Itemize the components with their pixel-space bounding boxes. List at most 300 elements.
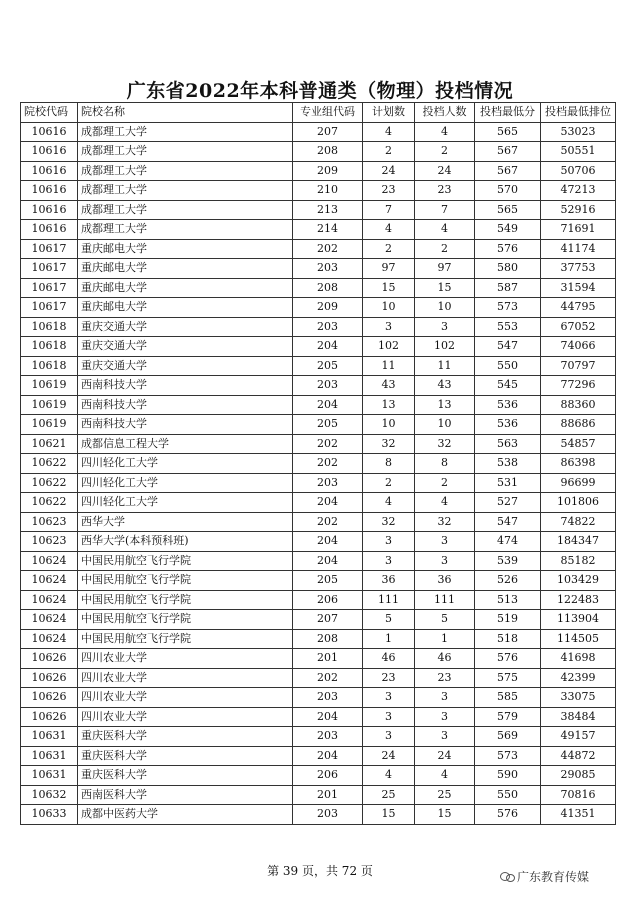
cell-plan-count: 43 xyxy=(363,376,415,396)
cell-school-code: 10616 xyxy=(21,142,78,162)
cell-group-code: 202 xyxy=(293,512,363,532)
cell-school-code: 10626 xyxy=(21,668,78,688)
cell-school-code: 10632 xyxy=(21,785,78,805)
cell-school-code: 10631 xyxy=(21,727,78,747)
cell-min-rank: 74822 xyxy=(541,512,616,532)
cell-school-name: 中国民用航空飞行学院 xyxy=(78,551,293,571)
cell-min-rank: 113904 xyxy=(541,610,616,630)
cell-plan-count: 3 xyxy=(363,317,415,337)
cell-min-rank: 77296 xyxy=(541,376,616,396)
cell-school-code: 10618 xyxy=(21,317,78,337)
cell-school-code: 10622 xyxy=(21,454,78,474)
table-header-row xyxy=(21,103,616,123)
table-row xyxy=(21,239,616,259)
table-row xyxy=(21,317,616,337)
header-min-score: 投档最低分 xyxy=(475,103,541,123)
cell-school-name: 重庆邮电大学 xyxy=(78,239,293,259)
cell-min-rank: 88686 xyxy=(541,415,616,435)
table-body xyxy=(21,122,616,824)
cell-group-code: 204 xyxy=(293,532,363,552)
cell-school-code: 10624 xyxy=(21,590,78,610)
cell-group-code: 207 xyxy=(293,122,363,142)
cell-school-name: 重庆交通大学 xyxy=(78,317,293,337)
cell-min-rank: 85182 xyxy=(541,551,616,571)
table-row xyxy=(21,493,616,513)
cell-school-code: 10618 xyxy=(21,337,78,357)
cell-min-rank: 50551 xyxy=(541,142,616,162)
cell-plan-count: 4 xyxy=(363,493,415,513)
cell-school-name: 成都理工大学 xyxy=(78,200,293,220)
cell-school-name: 中国民用航空飞行学院 xyxy=(78,610,293,630)
cell-admitted-count: 3 xyxy=(415,688,475,708)
cell-school-code: 10619 xyxy=(21,415,78,435)
cell-min-rank: 44872 xyxy=(541,746,616,766)
admission-table xyxy=(20,102,616,825)
cell-school-code: 10616 xyxy=(21,122,78,142)
cell-group-code: 210 xyxy=(293,181,363,201)
cell-school-name: 四川农业大学 xyxy=(78,649,293,669)
cell-plan-count: 97 xyxy=(363,259,415,279)
table-row xyxy=(21,376,616,396)
cell-admitted-count: 32 xyxy=(415,434,475,454)
cell-group-code: 203 xyxy=(293,317,363,337)
cell-school-name: 重庆交通大学 xyxy=(78,356,293,376)
cell-min-score: 576 xyxy=(475,649,541,669)
table-row xyxy=(21,356,616,376)
cell-group-code: 202 xyxy=(293,434,363,454)
cell-plan-count: 11 xyxy=(363,356,415,376)
cell-plan-count: 15 xyxy=(363,278,415,298)
cell-admitted-count: 2 xyxy=(415,239,475,259)
cell-group-code: 208 xyxy=(293,142,363,162)
cell-school-name: 重庆医科大学 xyxy=(78,727,293,747)
cell-admitted-count: 4 xyxy=(415,122,475,142)
cell-plan-count: 2 xyxy=(363,239,415,259)
cell-min-score: 576 xyxy=(475,239,541,259)
cell-min-rank: 114505 xyxy=(541,629,616,649)
cell-school-code: 10616 xyxy=(21,220,78,240)
cell-min-rank: 37753 xyxy=(541,259,616,279)
table-row xyxy=(21,161,616,181)
cell-school-name: 成都理工大学 xyxy=(78,181,293,201)
cell-min-score: 474 xyxy=(475,532,541,552)
cell-group-code: 209 xyxy=(293,161,363,181)
cell-group-code: 201 xyxy=(293,649,363,669)
cell-school-name: 中国民用航空飞行学院 xyxy=(78,590,293,610)
cell-admitted-count: 2 xyxy=(415,473,475,493)
cell-admitted-count: 4 xyxy=(415,493,475,513)
cell-min-rank: 44795 xyxy=(541,298,616,318)
cell-school-name: 西南科技大学 xyxy=(78,415,293,435)
cell-min-score: 550 xyxy=(475,356,541,376)
cell-admitted-count: 3 xyxy=(415,707,475,727)
cell-admitted-count: 3 xyxy=(415,727,475,747)
cell-school-name: 成都理工大学 xyxy=(78,220,293,240)
cell-school-name: 成都理工大学 xyxy=(78,161,293,181)
cell-min-rank: 41351 xyxy=(541,805,616,825)
cell-plan-count: 32 xyxy=(363,512,415,532)
cell-group-code: 202 xyxy=(293,668,363,688)
cell-min-score: 518 xyxy=(475,629,541,649)
cell-plan-count: 36 xyxy=(363,571,415,591)
table-row xyxy=(21,259,616,279)
cell-school-name: 西华大学 xyxy=(78,512,293,532)
table-row xyxy=(21,688,616,708)
cell-plan-count: 15 xyxy=(363,805,415,825)
table-row xyxy=(21,551,616,571)
cell-school-code: 10624 xyxy=(21,571,78,591)
cell-min-score: 536 xyxy=(475,415,541,435)
cell-admitted-count: 3 xyxy=(415,532,475,552)
cell-admitted-count: 111 xyxy=(415,590,475,610)
table-row xyxy=(21,278,616,298)
cell-plan-count: 23 xyxy=(363,668,415,688)
cell-plan-count: 8 xyxy=(363,454,415,474)
cell-min-rank: 70816 xyxy=(541,785,616,805)
cell-school-name: 四川轻化工大学 xyxy=(78,473,293,493)
cell-school-name: 重庆邮电大学 xyxy=(78,298,293,318)
cell-plan-count: 102 xyxy=(363,337,415,357)
cell-min-rank: 41174 xyxy=(541,239,616,259)
cell-plan-count: 46 xyxy=(363,649,415,669)
cell-school-name: 西南科技大学 xyxy=(78,376,293,396)
cell-admitted-count: 24 xyxy=(415,746,475,766)
cell-school-name: 成都信息工程大学 xyxy=(78,434,293,454)
cell-min-rank: 70797 xyxy=(541,356,616,376)
cell-admitted-count: 3 xyxy=(415,551,475,571)
table-row xyxy=(21,220,616,240)
cell-min-rank: 67052 xyxy=(541,317,616,337)
cell-school-name: 成都理工大学 xyxy=(78,122,293,142)
cell-min-score: 570 xyxy=(475,181,541,201)
cell-plan-count: 32 xyxy=(363,434,415,454)
cell-min-score: 565 xyxy=(475,200,541,220)
cell-school-name: 重庆邮电大学 xyxy=(78,278,293,298)
cell-min-score: 538 xyxy=(475,454,541,474)
cell-min-rank: 96699 xyxy=(541,473,616,493)
cell-min-rank: 52916 xyxy=(541,200,616,220)
cell-plan-count: 10 xyxy=(363,298,415,318)
cell-min-score: 513 xyxy=(475,590,541,610)
cell-group-code: 209 xyxy=(293,298,363,318)
cell-group-code: 204 xyxy=(293,707,363,727)
table-row xyxy=(21,142,616,162)
cell-min-rank: 103429 xyxy=(541,571,616,591)
cell-school-code: 10617 xyxy=(21,259,78,279)
brand-label: 广东教育传媒 xyxy=(517,870,590,884)
cell-plan-count: 4 xyxy=(363,122,415,142)
table-row xyxy=(21,415,616,435)
cell-admitted-count: 7 xyxy=(415,200,475,220)
cell-min-rank: 38484 xyxy=(541,707,616,727)
cell-group-code: 208 xyxy=(293,278,363,298)
header-min-rank: 投档最低排位 xyxy=(541,103,616,123)
cell-plan-count: 7 xyxy=(363,200,415,220)
table-row xyxy=(21,434,616,454)
cell-min-score: 587 xyxy=(475,278,541,298)
cell-min-rank: 71691 xyxy=(541,220,616,240)
cell-school-name: 四川农业大学 xyxy=(78,707,293,727)
cell-group-code: 202 xyxy=(293,454,363,474)
table-row xyxy=(21,629,616,649)
cell-admitted-count: 8 xyxy=(415,454,475,474)
cell-school-code: 10617 xyxy=(21,239,78,259)
cell-min-rank: 53023 xyxy=(541,122,616,142)
table-row xyxy=(21,298,616,318)
cell-plan-count: 111 xyxy=(363,590,415,610)
cell-group-code: 205 xyxy=(293,415,363,435)
brand-watermark xyxy=(500,868,589,885)
table-row xyxy=(21,727,616,747)
cell-plan-count: 3 xyxy=(363,688,415,708)
cell-min-score: 519 xyxy=(475,610,541,630)
cell-school-code: 10617 xyxy=(21,298,78,318)
wechat-icon xyxy=(500,871,514,881)
cell-group-code: 207 xyxy=(293,610,363,630)
cell-min-rank: 74066 xyxy=(541,337,616,357)
table-row xyxy=(21,785,616,805)
cell-min-score: 527 xyxy=(475,493,541,513)
cell-min-score: 536 xyxy=(475,395,541,415)
cell-plan-count: 2 xyxy=(363,473,415,493)
cell-school-name: 四川轻化工大学 xyxy=(78,454,293,474)
cell-min-score: 531 xyxy=(475,473,541,493)
cell-min-rank: 31594 xyxy=(541,278,616,298)
cell-school-code: 10626 xyxy=(21,649,78,669)
cell-school-code: 10622 xyxy=(21,493,78,513)
cell-min-rank: 88360 xyxy=(541,395,616,415)
cell-admitted-count: 24 xyxy=(415,161,475,181)
cell-plan-count: 3 xyxy=(363,532,415,552)
cell-plan-count: 24 xyxy=(363,161,415,181)
cell-school-code: 10626 xyxy=(21,688,78,708)
cell-group-code: 204 xyxy=(293,493,363,513)
cell-group-code: 204 xyxy=(293,746,363,766)
cell-plan-count: 1 xyxy=(363,629,415,649)
cell-group-code: 203 xyxy=(293,473,363,493)
cell-school-code: 10617 xyxy=(21,278,78,298)
table-row xyxy=(21,746,616,766)
cell-plan-count: 25 xyxy=(363,785,415,805)
cell-min-rank: 54857 xyxy=(541,434,616,454)
cell-plan-count: 13 xyxy=(363,395,415,415)
cell-min-score: 569 xyxy=(475,727,541,747)
cell-plan-count: 4 xyxy=(363,220,415,240)
cell-admitted-count: 5 xyxy=(415,610,475,630)
cell-plan-count: 2 xyxy=(363,142,415,162)
cell-admitted-count: 13 xyxy=(415,395,475,415)
cell-school-name: 西华大学(本科预科班) xyxy=(78,532,293,552)
cell-admitted-count: 3 xyxy=(415,317,475,337)
cell-min-score: 526 xyxy=(475,571,541,591)
cell-min-score: 567 xyxy=(475,161,541,181)
table-row xyxy=(21,668,616,688)
cell-group-code: 202 xyxy=(293,239,363,259)
cell-min-score: 590 xyxy=(475,766,541,786)
cell-min-score: 539 xyxy=(475,551,541,571)
cell-plan-count: 24 xyxy=(363,746,415,766)
cell-school-code: 10622 xyxy=(21,473,78,493)
table-row xyxy=(21,805,616,825)
cell-group-code: 206 xyxy=(293,766,363,786)
header-admitted-count: 投档人数 xyxy=(415,103,475,123)
cell-plan-count: 23 xyxy=(363,181,415,201)
cell-school-name: 四川农业大学 xyxy=(78,688,293,708)
header-school-name: 院校名称 xyxy=(78,103,293,123)
cell-group-code: 203 xyxy=(293,805,363,825)
cell-min-score: 550 xyxy=(475,785,541,805)
cell-school-code: 10626 xyxy=(21,707,78,727)
cell-min-score: 573 xyxy=(475,746,541,766)
cell-plan-count: 3 xyxy=(363,727,415,747)
cell-min-rank: 41698 xyxy=(541,649,616,669)
cell-min-rank: 29085 xyxy=(541,766,616,786)
cell-admitted-count: 97 xyxy=(415,259,475,279)
cell-group-code: 208 xyxy=(293,629,363,649)
table-row xyxy=(21,707,616,727)
cell-min-score: 585 xyxy=(475,688,541,708)
header-school-code: 院校代码 xyxy=(21,103,78,123)
table-row xyxy=(21,181,616,201)
cell-school-name: 中国民用航空飞行学院 xyxy=(78,629,293,649)
table-row xyxy=(21,454,616,474)
cell-admitted-count: 15 xyxy=(415,278,475,298)
cell-school-code: 10618 xyxy=(21,356,78,376)
page-title: 广东省2022年本科普通类（物理）投档情况 xyxy=(126,80,514,102)
cell-admitted-count: 36 xyxy=(415,571,475,591)
table-row xyxy=(21,532,616,552)
cell-min-score: 573 xyxy=(475,298,541,318)
cell-min-score: 565 xyxy=(475,122,541,142)
cell-school-code: 10619 xyxy=(21,376,78,396)
cell-school-code: 10624 xyxy=(21,629,78,649)
cell-min-score: 549 xyxy=(475,220,541,240)
cell-school-name: 重庆邮电大学 xyxy=(78,259,293,279)
cell-min-rank: 47213 xyxy=(541,181,616,201)
cell-min-rank: 101806 xyxy=(541,493,616,513)
cell-admitted-count: 32 xyxy=(415,512,475,532)
cell-school-name: 西南医科大学 xyxy=(78,785,293,805)
cell-school-code: 10619 xyxy=(21,395,78,415)
cell-group-code: 204 xyxy=(293,337,363,357)
cell-school-name: 成都中医药大学 xyxy=(78,805,293,825)
cell-school-code: 10633 xyxy=(21,805,78,825)
cell-min-score: 575 xyxy=(475,668,541,688)
table-row xyxy=(21,395,616,415)
cell-school-code: 10631 xyxy=(21,746,78,766)
cell-group-code: 205 xyxy=(293,356,363,376)
table-row xyxy=(21,571,616,591)
cell-school-code: 10623 xyxy=(21,532,78,552)
cell-min-score: 580 xyxy=(475,259,541,279)
cell-min-score: 553 xyxy=(475,317,541,337)
cell-min-rank: 33075 xyxy=(541,688,616,708)
header-group-code: 专业组代码 xyxy=(293,103,363,123)
cell-min-score: 567 xyxy=(475,142,541,162)
cell-school-code: 10623 xyxy=(21,512,78,532)
table-row xyxy=(21,200,616,220)
cell-school-name: 重庆医科大学 xyxy=(78,746,293,766)
cell-min-rank: 184347 xyxy=(541,532,616,552)
cell-admitted-count: 11 xyxy=(415,356,475,376)
cell-school-name: 四川轻化工大学 xyxy=(78,493,293,513)
cell-group-code: 203 xyxy=(293,727,363,747)
cell-group-code: 213 xyxy=(293,200,363,220)
table-row xyxy=(21,512,616,532)
cell-min-score: 576 xyxy=(475,805,541,825)
cell-school-name: 中国民用航空飞行学院 xyxy=(78,571,293,591)
cell-min-rank: 50706 xyxy=(541,161,616,181)
cell-min-score: 547 xyxy=(475,337,541,357)
cell-admitted-count: 10 xyxy=(415,298,475,318)
cell-school-code: 10624 xyxy=(21,551,78,571)
cell-admitted-count: 15 xyxy=(415,805,475,825)
cell-school-code: 10621 xyxy=(21,434,78,454)
cell-school-name: 四川农业大学 xyxy=(78,668,293,688)
cell-group-code: 203 xyxy=(293,259,363,279)
cell-group-code: 201 xyxy=(293,785,363,805)
cell-min-rank: 49157 xyxy=(541,727,616,747)
cell-admitted-count: 43 xyxy=(415,376,475,396)
page-number: 第 39 页，共 72 页 xyxy=(267,864,373,878)
cell-min-rank: 86398 xyxy=(541,454,616,474)
table-row xyxy=(21,337,616,357)
cell-min-rank: 122483 xyxy=(541,590,616,610)
cell-min-rank: 42399 xyxy=(541,668,616,688)
cell-admitted-count: 1 xyxy=(415,629,475,649)
table-row xyxy=(21,766,616,786)
cell-group-code: 205 xyxy=(293,571,363,591)
cell-group-code: 214 xyxy=(293,220,363,240)
cell-plan-count: 10 xyxy=(363,415,415,435)
cell-min-score: 563 xyxy=(475,434,541,454)
cell-plan-count: 4 xyxy=(363,766,415,786)
cell-admitted-count: 46 xyxy=(415,649,475,669)
cell-plan-count: 3 xyxy=(363,551,415,571)
cell-min-score: 579 xyxy=(475,707,541,727)
cell-plan-count: 5 xyxy=(363,610,415,630)
cell-school-code: 10624 xyxy=(21,610,78,630)
cell-admitted-count: 23 xyxy=(415,668,475,688)
cell-group-code: 204 xyxy=(293,551,363,571)
cell-admitted-count: 4 xyxy=(415,220,475,240)
cell-admitted-count: 2 xyxy=(415,142,475,162)
cell-school-code: 10616 xyxy=(21,181,78,201)
cell-admitted-count: 4 xyxy=(415,766,475,786)
cell-min-score: 547 xyxy=(475,512,541,532)
cell-admitted-count: 10 xyxy=(415,415,475,435)
cell-school-code: 10616 xyxy=(21,161,78,181)
cell-admitted-count: 25 xyxy=(415,785,475,805)
header-plan-count: 计划数 xyxy=(363,103,415,123)
cell-group-code: 203 xyxy=(293,688,363,708)
cell-plan-count: 3 xyxy=(363,707,415,727)
cell-min-score: 545 xyxy=(475,376,541,396)
cell-admitted-count: 102 xyxy=(415,337,475,357)
cell-school-name: 重庆交通大学 xyxy=(78,337,293,357)
table-row xyxy=(21,590,616,610)
cell-group-code: 206 xyxy=(293,590,363,610)
table-row xyxy=(21,610,616,630)
table-row xyxy=(21,649,616,669)
cell-school-code: 10616 xyxy=(21,200,78,220)
cell-group-code: 203 xyxy=(293,376,363,396)
cell-school-name: 成都理工大学 xyxy=(78,142,293,162)
cell-school-code: 10631 xyxy=(21,766,78,786)
table-row xyxy=(21,122,616,142)
cell-school-name: 重庆医科大学 xyxy=(78,766,293,786)
table-row xyxy=(21,473,616,493)
